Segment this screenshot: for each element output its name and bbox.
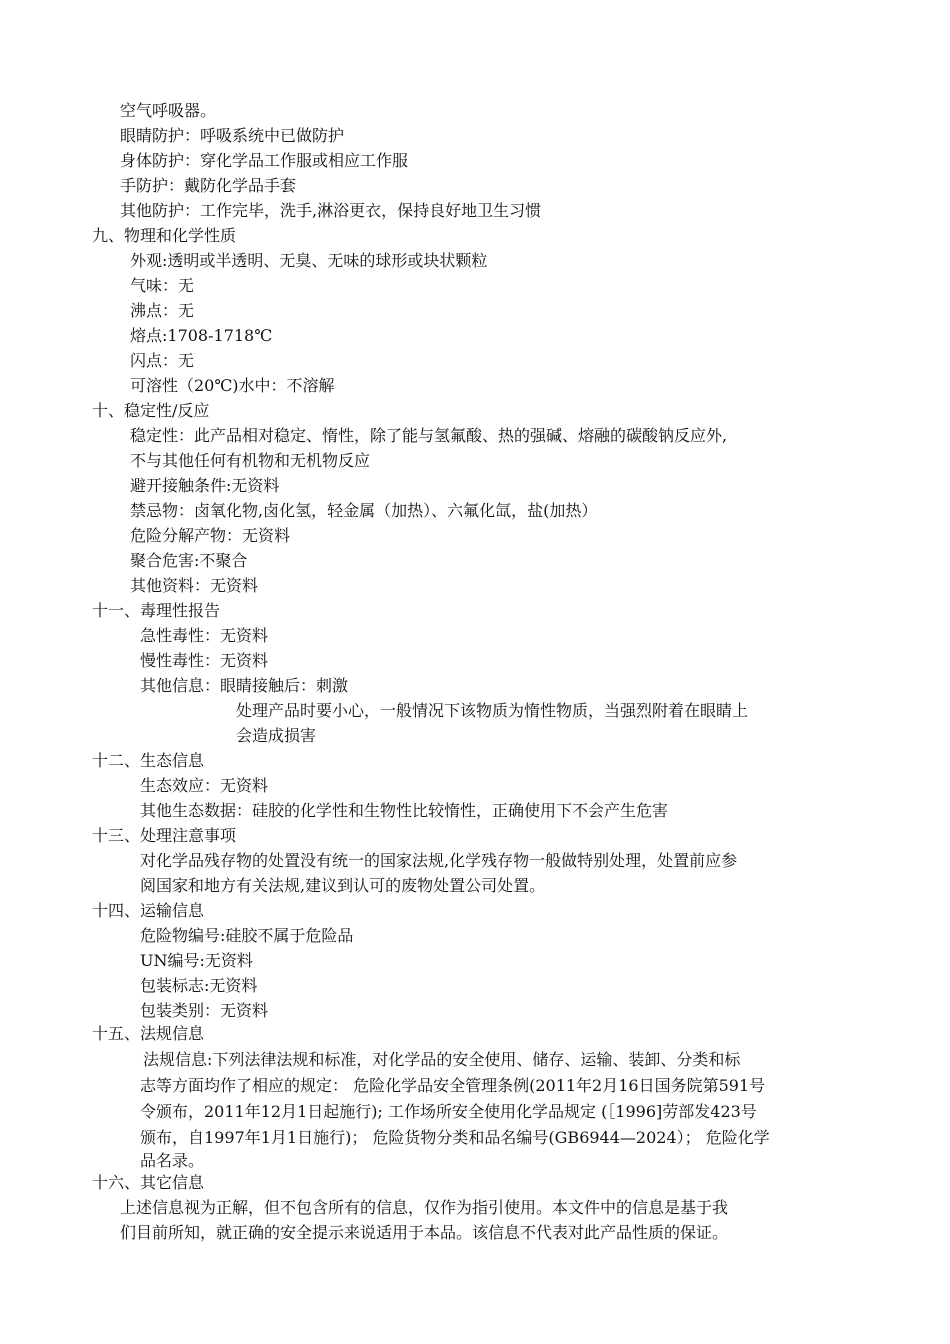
text-line: 沸点：无 — [130, 301, 195, 320]
section-heading: 十五、法规信息 — [92, 1024, 205, 1043]
section-heading: 十、稳定性/反应 — [92, 401, 210, 420]
text-line: 禁忌物：卤氧化物,卤化氢，轻金属（加热）、六氟化氙，盐(加热） — [130, 501, 598, 520]
text-line: 急性毒性：无资料 — [140, 626, 269, 645]
text-line: 空气呼吸器。 — [120, 101, 217, 120]
section-heading: 九、物理和化学性质 — [92, 226, 237, 245]
text-line: 对化学品残存物的处置没有统一的国家法规,化学残存物一般做特别处理，处置前应参 — [140, 851, 738, 870]
text-line: 品名录。 — [140, 1151, 205, 1170]
text-line: 其他资料：无资料 — [130, 576, 259, 595]
text-line: 法规信息:下列法律法规和标准，对化学品的安全使用、储存、运输、装卸、分类和标 — [143, 1050, 741, 1069]
text-line: 包装类别：无资料 — [140, 1001, 269, 1020]
text-line: 们目前所知，就正确的安全提示来说适用于本品。该信息不代表对此产品性质的保证。 — [120, 1223, 729, 1242]
section-heading: 十六、其它信息 — [92, 1173, 205, 1192]
section-heading: 十二、生态信息 — [92, 751, 205, 770]
text-line: 上述信息视为正解，但不包含所有的信息，仅作为指引使用。本文件中的信息是基于我 — [120, 1198, 729, 1217]
section-heading: 十四、运输信息 — [92, 901, 205, 920]
text-line: 处理产品时要小心，一般情况下该物质为惰性物质，当强烈附着在眼睛上 — [236, 701, 749, 720]
text-line: 熔点:1708-1718℃ — [130, 326, 273, 345]
text-line: UN编号:无资料 — [140, 951, 253, 970]
section-heading: 十一、毒理性报告 — [92, 601, 221, 620]
text-line: 其他生态数据：硅胶的化学性和生物性比较惰性，正确使用下不会产生危害 — [140, 801, 669, 820]
text-line: 阅国家和地方有关法规,建议到认可的废物处置公司处置。 — [140, 876, 546, 895]
text-line: 危险物编号:硅胶不属于危险品 — [140, 926, 354, 945]
text-line: 身体防护：穿化学品工作服或相应工作服 — [120, 151, 409, 170]
text-line: 其他防护：工作完毕，洗手,淋浴更衣，保持良好地卫生习惯 — [120, 201, 542, 220]
text-line: 颁布，自1997年1月1日施行)； 危险货物分类和品名编号(GB6944—2024）； 危险化学 — [140, 1128, 770, 1147]
section-heading: 十三、处理注意事项 — [92, 826, 237, 845]
text-line: 聚合危害:不聚合 — [130, 551, 248, 570]
text-line: 气味：无 — [130, 276, 195, 295]
text-line: 生态效应：无资料 — [140, 776, 269, 795]
text-line: 外观:透明或半透明、无臭、无味的球形或块状颗粒 — [130, 251, 488, 270]
text-line: 志等方面均作了相应的规定： 危险化学品安全管理条例(2011年2月16日国务院第591号 — [140, 1076, 766, 1095]
text-line: 可溶性（20℃)水中：不溶解 — [130, 376, 335, 395]
text-line: 不与其他任何有机物和无机物反应 — [130, 451, 371, 470]
text-line: 避开接触条件:无资料 — [130, 476, 280, 495]
text-line: 其他信息：眼睛接触后：刺激 — [140, 676, 349, 695]
text-line: 危险分解产物：无资料 — [130, 526, 291, 545]
text-line: 稳定性：此产品相对稳定、惰性，除了能与氢氟酸、热的强碱、熔融的碳酸钠反应外, — [130, 426, 728, 445]
text-line: 眼睛防护：呼吸系统中已做防护 — [120, 126, 345, 145]
text-line: 令颁布，2011年12月1日起施行); 工作场所安全使用化学品规定 (［1996]劳部发423号 — [140, 1102, 757, 1121]
text-line: 包装标志:无资料 — [140, 976, 258, 995]
text-line: 慢性毒性：无资料 — [140, 651, 269, 670]
text-line: 手防护：戴防化学品手套 — [120, 176, 297, 195]
text-line: 闪点：无 — [130, 351, 195, 370]
text-line: 会造成损害 — [236, 726, 317, 745]
